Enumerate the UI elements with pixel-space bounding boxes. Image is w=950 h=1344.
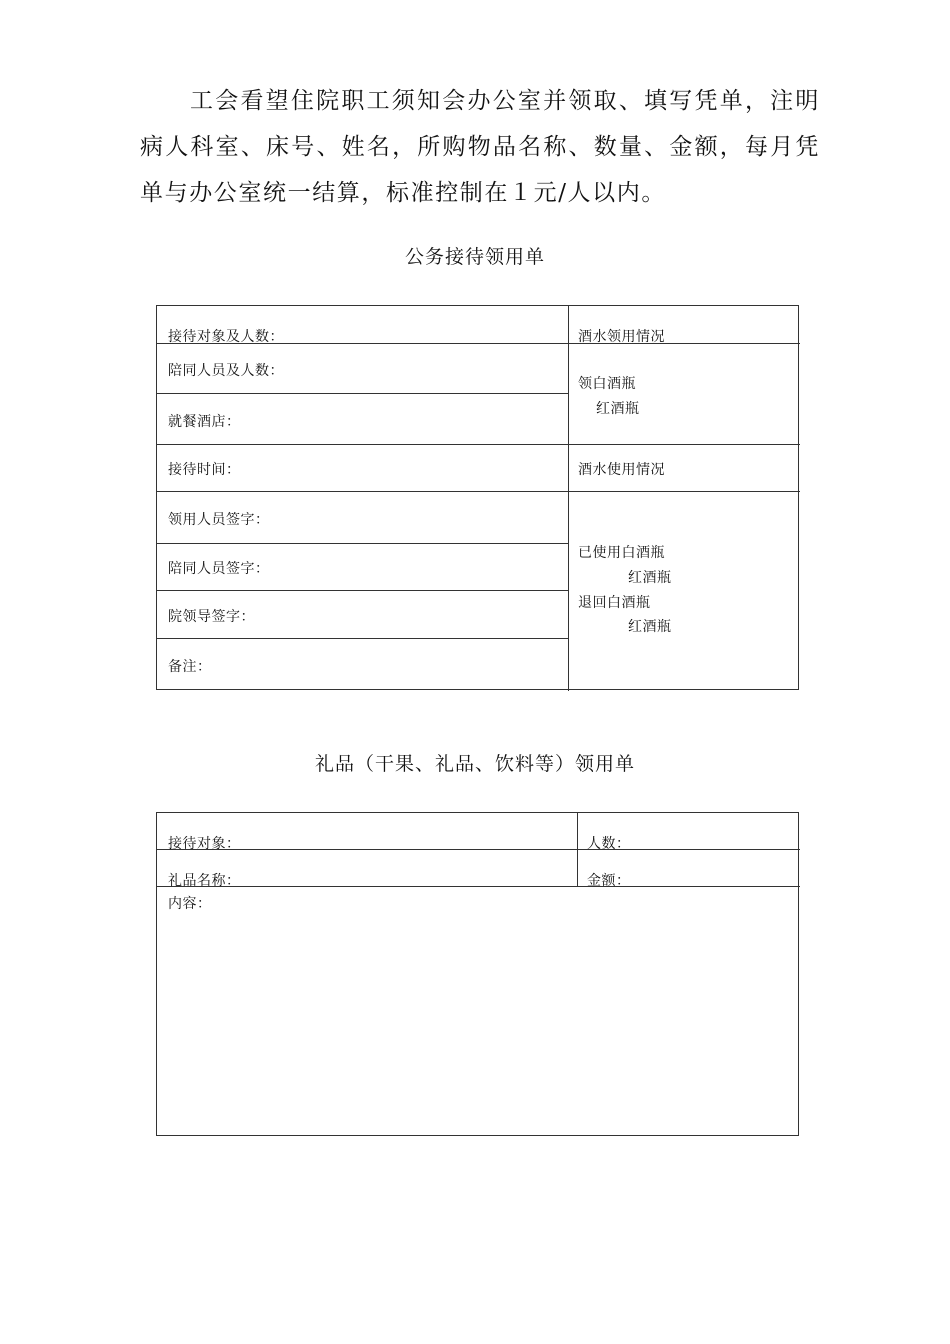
reception-time-label: 接待时间： bbox=[168, 462, 241, 478]
hotel-label: 就餐酒店： bbox=[168, 414, 241, 430]
reception-form-title: 公务接待领用单 bbox=[404, 246, 545, 268]
gift-form-table bbox=[156, 812, 799, 1136]
gift-name-label: 礼品名称： bbox=[168, 873, 241, 889]
claim-white-wine-label: 领白酒瓶 bbox=[578, 376, 636, 392]
gift-amount-label: 金额： bbox=[587, 873, 631, 889]
wine-use-header: 酒水使用情况 bbox=[578, 462, 665, 478]
table-divider bbox=[568, 306, 569, 691]
used-white-wine-label: 已使用白酒瓶 bbox=[578, 545, 665, 561]
companion-signature-label: 陪同人员签字： bbox=[168, 561, 270, 577]
leader-signature-label: 院领导签字： bbox=[168, 609, 255, 625]
used-red-wine-label: 红酒瓶 bbox=[628, 570, 672, 586]
reception-form-table bbox=[156, 305, 799, 690]
gift-form-title: 礼品（干果、礼品、饮料等）领用单 bbox=[314, 753, 635, 775]
receiver-signature-label: 领用人员签字： bbox=[168, 512, 270, 528]
companions-count-label: 陪同人员及人数： bbox=[168, 363, 284, 379]
returned-white-wine-label: 退回白酒瓶 bbox=[578, 595, 651, 611]
gift-content-label: 内容： bbox=[168, 896, 212, 912]
returned-red-wine-label: 红酒瓶 bbox=[628, 619, 672, 635]
wine-claim-header: 酒水领用情况 bbox=[578, 329, 665, 345]
intro-paragraph: 工会看望住院职工须知会办公室并领取、填写凭单，注明病人科室、床号、姓名，所购物品名称、数量、金额，每月凭单与办公室统一结算，标准控制在１元/人以内。 bbox=[140, 88, 820, 206]
guest-count-label: 接待对象及人数： bbox=[168, 329, 284, 345]
gift-count-label: 人数： bbox=[587, 836, 631, 852]
remarks-label: 备注： bbox=[168, 659, 212, 675]
gift-guest-label: 接待对象： bbox=[168, 836, 241, 852]
claim-red-wine-label: 红酒瓶 bbox=[596, 401, 640, 417]
